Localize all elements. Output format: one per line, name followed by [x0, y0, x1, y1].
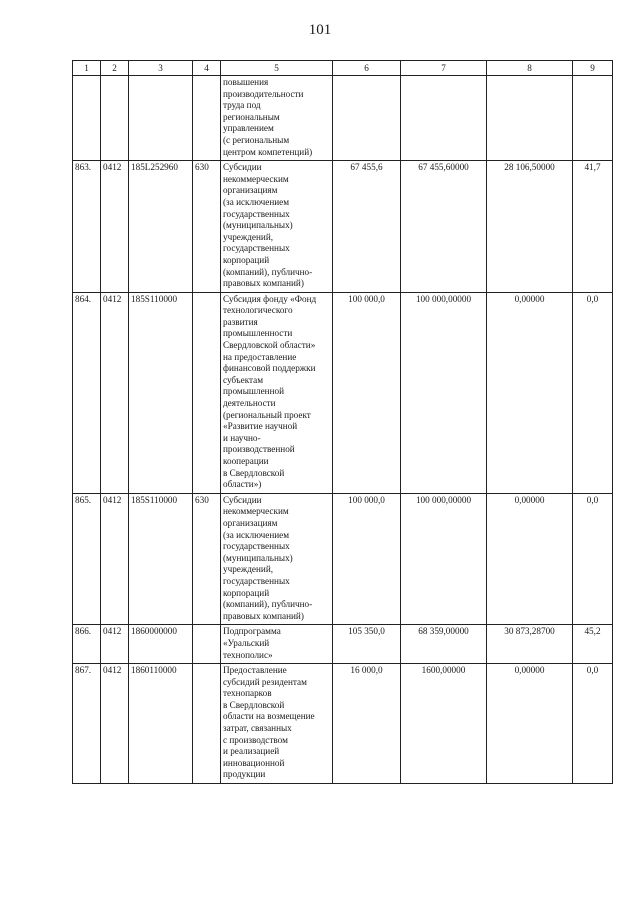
executed-amount: 0,00000 — [487, 664, 573, 784]
planned-amount: 100 000,0 — [333, 493, 401, 625]
expense-type-code — [193, 664, 221, 784]
header-cell: 4 — [193, 61, 221, 76]
header-cell: 6 — [333, 61, 401, 76]
section-code: 0412 — [101, 161, 129, 293]
row-number: 867. — [73, 664, 101, 784]
section-code: 0412 — [101, 292, 129, 493]
approved-amount: 1600,00000 — [401, 664, 487, 784]
section-code: 0412 — [101, 664, 129, 784]
row-description: Подпрограмма «Уральский технополис» — [221, 625, 333, 664]
header-cell: 3 — [129, 61, 193, 76]
executed-amount — [487, 76, 573, 161]
row-number: 863. — [73, 161, 101, 293]
row-number — [73, 76, 101, 161]
executed-amount: 0,00000 — [487, 493, 573, 625]
executed-amount: 0,00000 — [487, 292, 573, 493]
row-description: повышения производительности труда под региональным управлением (с региональным центром компетенций) — [221, 76, 333, 161]
executed-amount: 28 106,50000 — [487, 161, 573, 293]
header-cell: 9 — [573, 61, 613, 76]
approved-amount: 100 000,00000 — [401, 292, 487, 493]
expense-type-code: 630 — [193, 493, 221, 625]
planned-amount: 100 000,0 — [333, 292, 401, 493]
section-code — [101, 76, 129, 161]
page-number: 101 — [308, 22, 332, 38]
table-row — [73, 292, 613, 493]
executed-amount: 30 873,28700 — [487, 625, 573, 664]
expense-type-code: 630 — [193, 161, 221, 293]
approved-amount: 68 359,00000 — [401, 625, 487, 664]
row-description: Субсидии некоммерческим организациям (за исключением государственных (муниципальных) учреждений, государственных корпораций (компаний), публично- правовых компаний) — [221, 493, 333, 625]
header-cell: 2 — [101, 61, 129, 76]
approved-amount — [401, 76, 487, 161]
expense-type-code — [193, 292, 221, 493]
approved-amount: 67 455,60000 — [401, 161, 487, 293]
header-cell: 5 — [221, 61, 333, 76]
header-cell: 8 — [487, 61, 573, 76]
execution-percent: 0,0 — [573, 292, 613, 493]
planned-amount: 105 350,0 — [333, 625, 401, 664]
execution-percent — [573, 76, 613, 161]
planned-amount: 67 455,6 — [333, 161, 401, 293]
header-row — [73, 61, 613, 76]
target-article-code: 185L252960 — [129, 161, 193, 293]
target-article-code — [129, 76, 193, 161]
execution-percent: 41,7 — [573, 161, 613, 293]
planned-amount: 16 000,0 — [333, 664, 401, 784]
section-code: 0412 — [101, 625, 129, 664]
row-number: 865. — [73, 493, 101, 625]
target-article-code: 185S110000 — [129, 292, 193, 493]
approved-amount: 100 000,00000 — [401, 493, 487, 625]
target-article-code: 1860110000 — [129, 664, 193, 784]
row-description: Субсидии некоммерческим организациям (за исключением государственных (муниципальных) учреждений, государственных корпораций (компаний), публично- правовых компаний) — [221, 161, 333, 293]
row-description: Субсидия фонду «Фонд технологического развития промышленности Свердловской области» на предоставление финансовой поддержки субъектам промышленной деятельности (региональный проект «Развитие научной и научно- производственной кооперации в Свердловской области») — [221, 292, 333, 493]
header-cell: 1 — [73, 61, 101, 76]
table-row — [73, 493, 613, 625]
expense-type-code — [193, 625, 221, 664]
table-row — [73, 161, 613, 293]
execution-percent: 0,0 — [573, 493, 613, 625]
target-article-code: 1860000000 — [129, 625, 193, 664]
expense-type-code — [193, 76, 221, 161]
row-description: Предоставление субсидий резидентам технопарков в Свердловской области на возмещение затрат, связанных с производством и реализацией инновационной продукции — [221, 664, 333, 784]
budget-table — [72, 60, 613, 784]
row-number: 866. — [73, 625, 101, 664]
execution-percent: 45,2 — [573, 625, 613, 664]
table-row — [73, 664, 613, 784]
table-row — [73, 76, 613, 161]
execution-percent: 0,0 — [573, 664, 613, 784]
planned-amount — [333, 76, 401, 161]
header-cell: 7 — [401, 61, 487, 76]
target-article-code: 185S110000 — [129, 493, 193, 625]
row-number: 864. — [73, 292, 101, 493]
section-code: 0412 — [101, 493, 129, 625]
table-row — [73, 625, 613, 664]
